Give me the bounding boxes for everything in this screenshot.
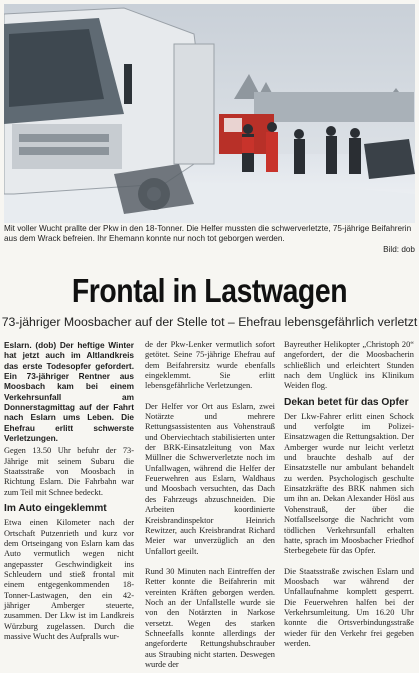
article-paragraph: Rund 30 Minuten nach Eintreffen der Retter konnte die Beifahrerin mit vereinten Kräften geborgen werden. Noch an der Unfallstelle wurde sie von den Notärzten in Narkose versetzt. Wegen des starken Schneefalls konnte allerdings der angeforderte Rettungshubschrauber aus Straubing nicht starten. Deswegen wurde der xyxy=(145,566,275,669)
photo-credit: Bild: dob xyxy=(383,244,415,254)
caption-line-1: Mit voller Wucht prallte der Pkw in den 18-Tonner. Die Helfer mussten die schwerverletzte, 75-jährige Beifahrerin xyxy=(4,224,412,233)
article-paragraph: Der Helfer vor Ort aus Eslarn, zwei Notärzte und mehrere Rettungsassistenten aus Vohenstrauß und Oberviechtach stabilisierten unter der BRK-Einsatzleitung von Max Müllner die Schwerverletzte noch im Unfallwagen, während die Helfer der Feuerwehren aus Eslarn, Waldhaus und Moosbach versuchten, das Dach des Fahrzeugs abzuschneiden. Die Arbeiten koordinierte Kreisbrandinspektor Heinrich Rewitzer, auch Kreisbrandrat Richard Meier war unverzüglich an den Unfallort geeilt. xyxy=(145,401,275,556)
accident-photo xyxy=(4,4,415,223)
article-paragraph: Gegen 13.50 Uhr befuhr der 73-Jährige mit seinem Subaru die Staatsstraße von Moosbach in Richtung Eslarn. Die Fahrbahn war zum Teil mit Schnee bedeckt. xyxy=(4,446,134,497)
headline: Frontal in Lastwagen xyxy=(71,272,348,309)
caption-line-2: aus dem Wrack befreien. Ihr Ehemann konnte nur noch tot geborgen werden. xyxy=(4,234,285,244)
article-column-1 xyxy=(4,340,134,645)
photo-caption xyxy=(4,224,415,272)
article-paragraph: Etwa einen Kilometer nach der Ortschaft Putzenrieth und kurz vor dem Ortseingang von Eslarn kam das Auto vermutlich wegen nicht angepasster Geschwindigkeit ins Schleudern und stieß frontal mit einem entgegenkommenden 18-Tonner-Lastwagen, den ein 42-jähriger Amberger steuerte, zusammen. Der Lkw ist im Landkreis Würzburg zugelassen. Durch die massive Wucht des Aufpralls wur- xyxy=(4,518,134,641)
section-heading: Im Auto eingeklemmt xyxy=(4,503,107,515)
article-paragraph: Die Staatsstraße zwischen Eslarn und Moosbach war während der Unfallaufnahme komplett gesperrt. Die Feuerwehren halfen bei der Verkehrsumleitung. Um 16.20 Uhr konnte die Ortsverbindungsstraße wieder für den Verkehr frei gegeben werden. xyxy=(284,566,414,648)
accident-photo-illustration xyxy=(4,4,415,223)
article-paragraph: de der Pkw-Lenker vermutlich sofort getötet. Seine 75-jährige Ehefrau auf dem Beifahrersitz wurde ebenfalls eingeklemmt. Sie erlitt lebensgefährliche Verletzungen. xyxy=(145,340,275,391)
subheadline: 73-jähriger Moosbacher auf der Stelle tot – Ehefrau lebensgefährlich verletzt xyxy=(1,315,418,329)
article-paragraph: Bayreuther Helikopter „Christoph 20“ angefordert, der die Moosbacherin schließlich und erleichtert Stunden nach dem Unglück ins Klinikum Weiden flog. xyxy=(284,340,414,391)
article-lead: Eslarn. (dob) Der heftige Winter hat jetzt auch im Altlandkreis das erste Todesopfer gefordert. Ein 73-jähriger Rentner aus Moosbach kam bei einem Verkehrsunfall am Donnerstagmittag auf der Fahrt nach Eslarn ums Leben. Die Ehefrau erlitt schwerste Verletzungen. xyxy=(4,340,134,444)
article-column-3 xyxy=(284,340,414,652)
article-paragraph: Der Lkw-Fahrer erlitt einen Schock und verfolgte im Polizei-Einsatzwagen die Rettungsaktion. Der Amberger wurde nur leicht verletzt und brauchte deshalb auf der Einsatzstelle nur ambulant behandelt zu werden. Psychologisch geschulte Einsatzkräfte des BRK nahmen sich um ihn an. Dekan Alexander Hösl aus Vohenstrauß, der über die Notfallseelsorge die Nachricht vom tödlichen Verkehrsunfall erhalten hatte, sprach im Moosbacher Friedhof Sterbegebete für das Opfer. xyxy=(284,411,414,556)
section-heading: Dekan betet für das Opfer xyxy=(284,396,409,408)
article-column-2 xyxy=(145,340,275,673)
